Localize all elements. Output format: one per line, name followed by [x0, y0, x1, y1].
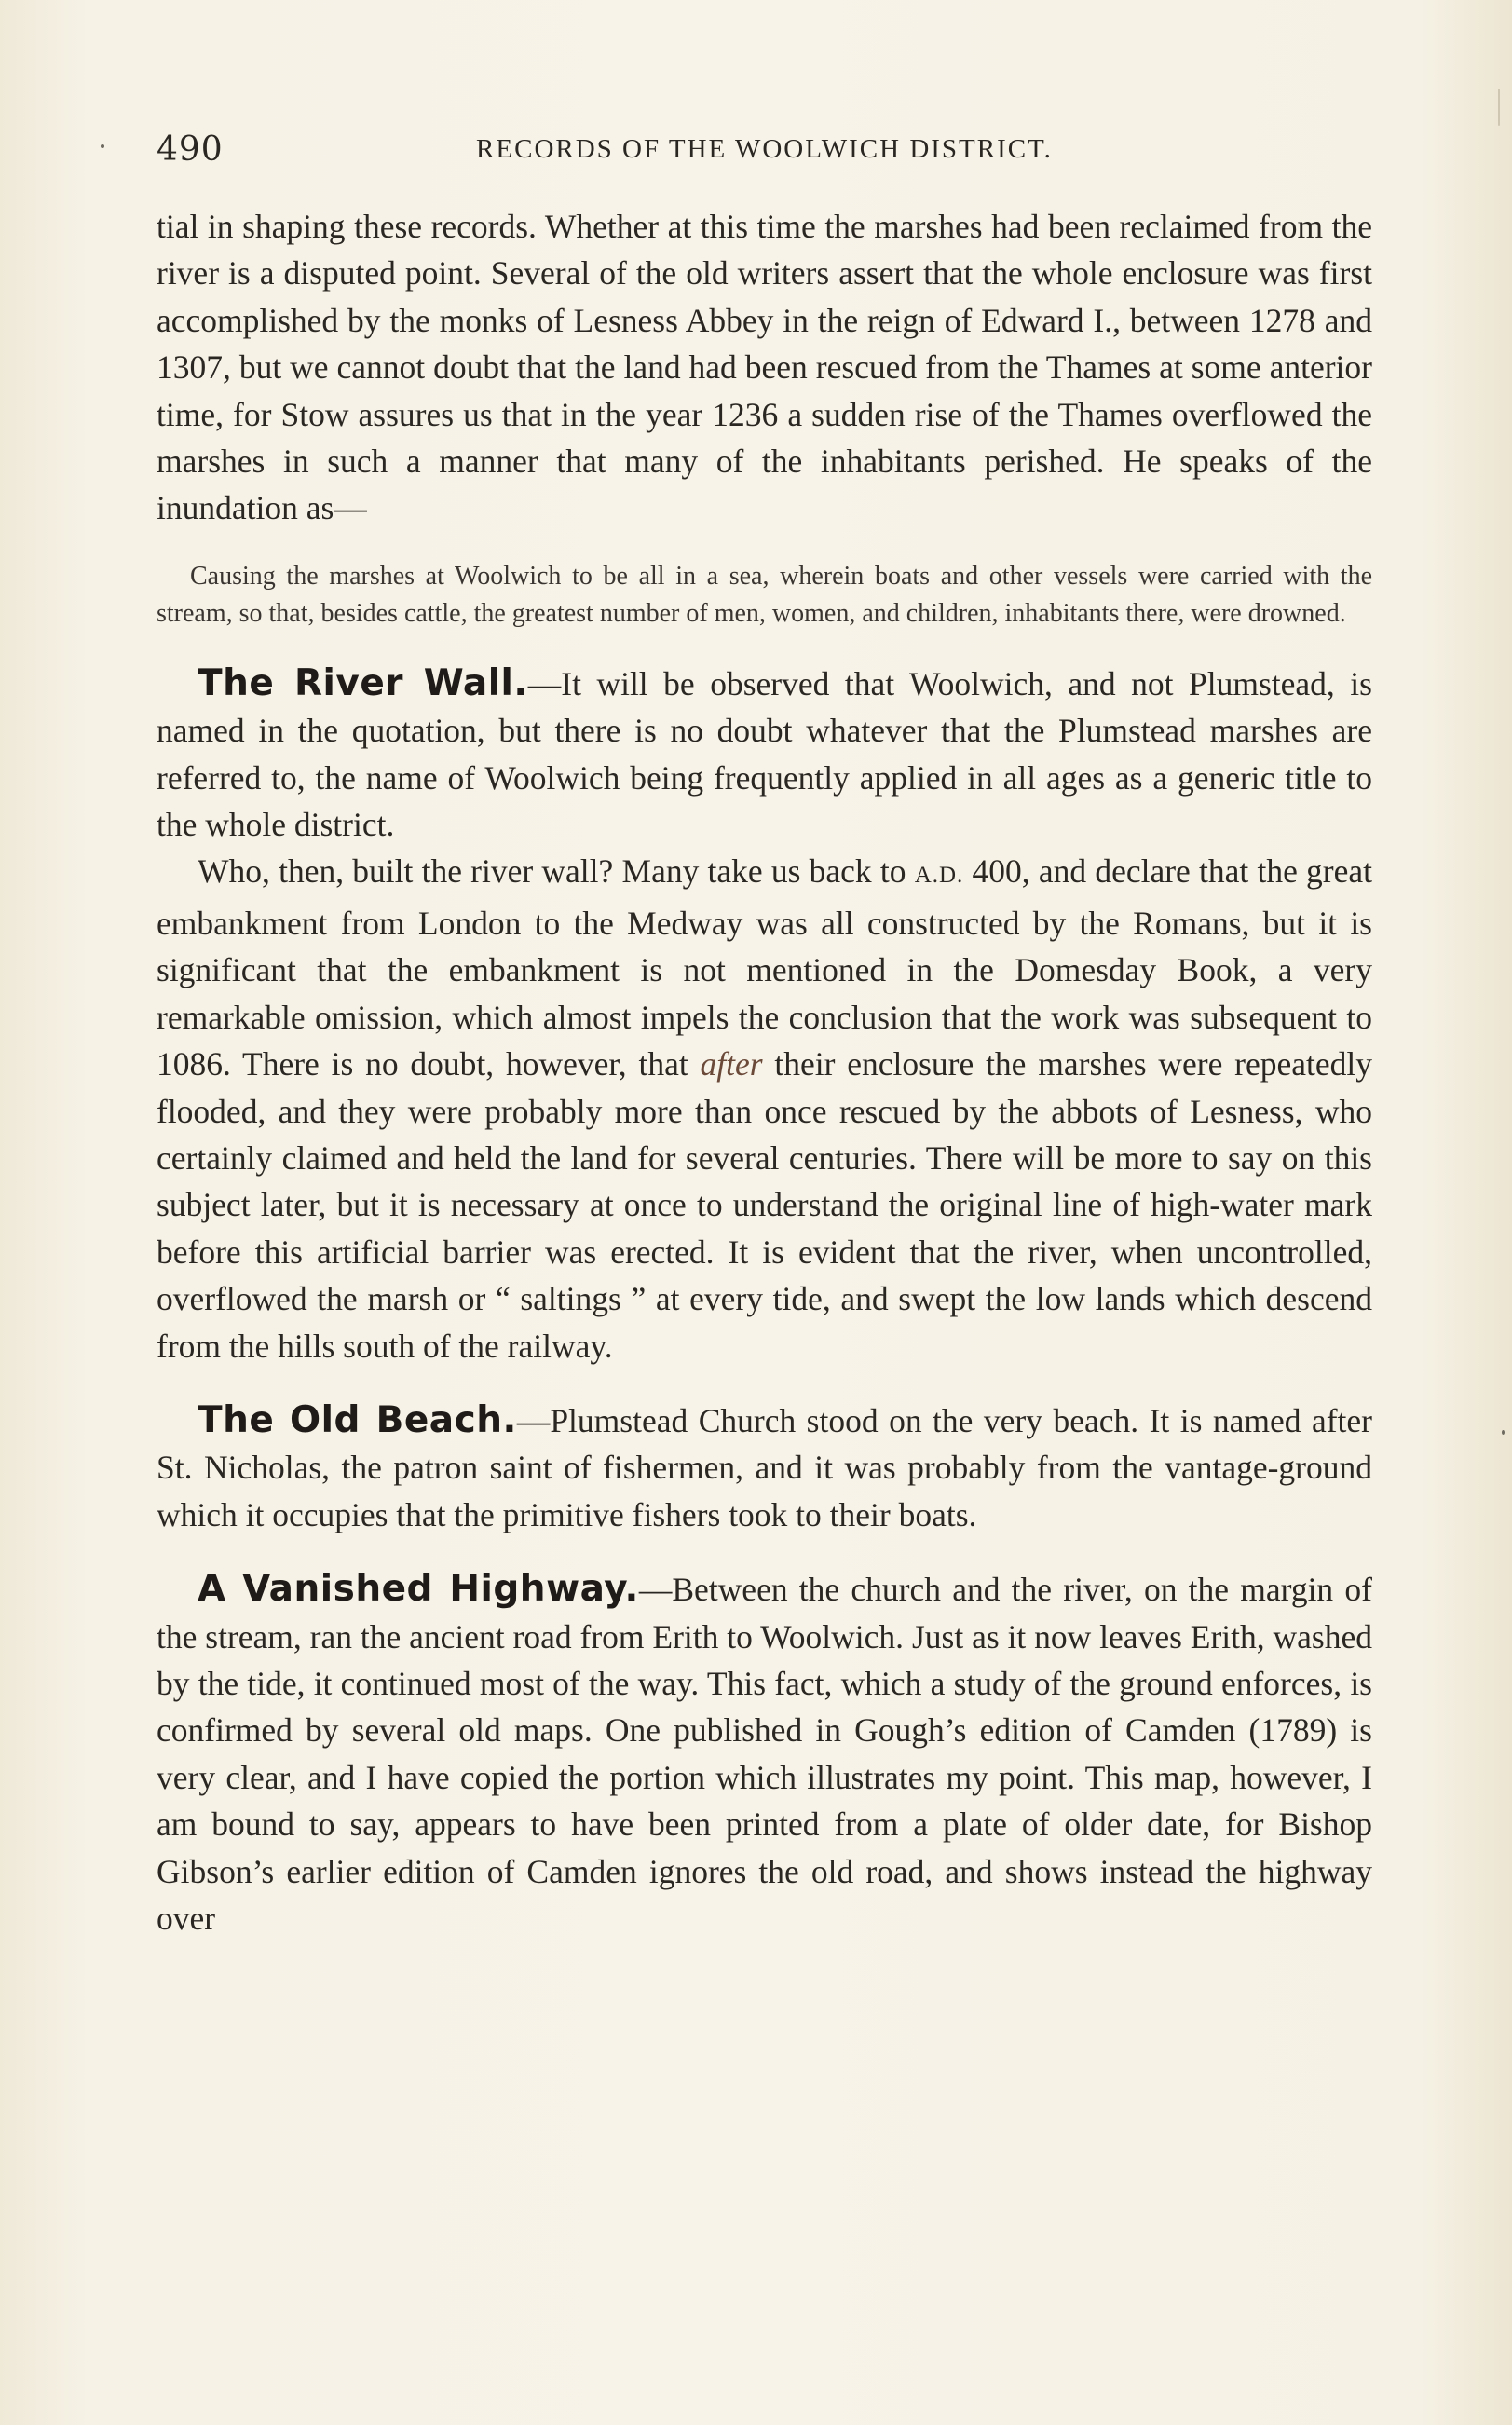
page-header — [157, 130, 1372, 177]
block-quote: Causing the marshes at Woolwich to be all in a sea, wherein boats and other vessels were carried with the stream, so that, besides cattle, the greatest number of men, women, and children, inhabitants there, were drowned. — [157, 561, 1372, 628]
river-wall-text-2a: Who, then, built the river wall? Many take us back to — [198, 852, 915, 891]
section-heading-river-wall: The River Wall. — [198, 661, 528, 704]
anno-domini: A.D. — [914, 863, 964, 889]
river-wall-text-2b: 400, and declare that the great embankment from London to the Medway was all constructed by the Romans, but it is significant that the embankment is not mentioned in the Domesday Book, a very remarkable omission, which almost impels the conclusion that the work was subsequent to 1086. There is no doubt, however, that — [157, 852, 1372, 1083]
running-head: RECORDS OF THE WOOLWICH DISTRICT. — [476, 134, 1053, 164]
old-beach-paragraph — [157, 1397, 1372, 1538]
river-wall-text-2c: their enclosure the marshes were repeatedly flooded, and they were probably more than once rescued by the abbots of Lesness, who certainly claimed and held the land for several centuries. There will be more to say on this subject later, but it is necessary at once to understand the original line of high-water mark before this artificial barrier was erected. It is evident that the river, when uncontrolled, overflowed the marsh or “ saltings ” at every tide, and swept the low lands which descend from the hills south of the railway. — [157, 1045, 1372, 1365]
paper-speck — [101, 144, 104, 148]
page-number: 490 — [157, 130, 224, 169]
river-wall-paragraph-2 — [157, 848, 1372, 1369]
paper-speck — [1502, 1430, 1505, 1435]
italic-after: after — [700, 1045, 763, 1083]
intro-paragraph: tial in shaping these records. Whether at this time the marshes had been reclaimed from the river is a disputed point. Several of the old writers assert that the whole enclosure was first accomplished by the monks of Lesness Abbey in the reign of Edward I., between 1278 and 1307, but we cannot doubt that the land had been rescued from the Thames at some anterior time, for Stow assures us that in the year 1236 a sudden rise of the Thames overflowed the marshes in such a manner that many of the inhabitants perished. He speaks of the inundation as— — [157, 208, 1372, 527]
paper-speck — [1498, 89, 1500, 126]
old-beach-text: —Plumstead Church stood on the very beach. It is named after St. Nicholas, the patron saint of fishermen, and it was probably from the vantage-ground which it occupies that the primitive fishers took to their boats. — [157, 1401, 1372, 1533]
river-wall-text: —It will be observed that Woolwich, and not Plumstead, is named in the quotation, but there is no doubt whatever that the Plumstead marshes are referred to, the name of Woolwich being frequently applied in all ages as a generic title to the whole district. — [157, 664, 1372, 844]
river-wall-paragraph — [157, 661, 1372, 849]
vanished-highway-text: —Between the church and the river, on the margin of the stream, ran the ancient road from Erith to Woolwich. Just as it now leaves Erith, washed by the tide, it continued most of the way. This fact, which a study of the ground enforces, is confirmed by several old maps. One published in Gough’s edition of Camden (1789) is very clear, and I have copied the portion which illustrates my point. This map, however, I am bound to say, appears to have been printed from a plate of older date, for Bishop Gibson’s earlier edition of Camden ignores the old road, and shows instead the highway over — [157, 1571, 1372, 1937]
section-heading-old-beach: The Old Beach. — [198, 1398, 517, 1441]
vanished-highway-paragraph — [157, 1566, 1372, 1941]
body-text — [157, 203, 1372, 1941]
section-heading-vanished-highway: A Vanished Highway. — [198, 1568, 639, 1611]
